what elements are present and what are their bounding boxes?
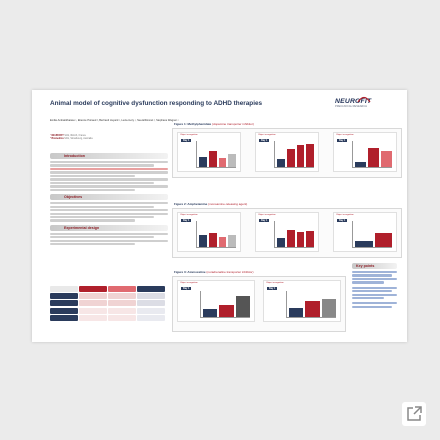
text-line <box>50 182 154 184</box>
text-line <box>50 171 168 173</box>
figure-2-panel-b: Object recognition Day 1 <box>255 212 319 252</box>
figure-2-heading: Figure 2: Amphetamine (monoamine-releasing agent) <box>174 202 248 206</box>
logo-tagline: PRECLINICAL RESEARCH <box>335 105 368 108</box>
text-line <box>50 164 154 166</box>
text-line <box>50 178 168 180</box>
poster-title: Animal model of cognitive dysfunction responding to ADHD therapies <box>50 100 263 107</box>
figure-1-heading: Figure 1: Methylphenidate (dopamine transporter inhibitor) <box>174 122 254 126</box>
figure-3-heading: Figure 3: Atomoxetine (noradrenaline transporter inhibitor) <box>174 270 254 274</box>
logo-arc-icon <box>357 95 371 103</box>
text-line <box>50 213 168 215</box>
section-introduction: Introduction <box>50 153 168 159</box>
text-line <box>50 185 168 187</box>
figure-3 <box>172 276 346 332</box>
figure-1-panel-b: Object recognition Day 1 <box>255 132 319 172</box>
figure-1-panel-a: Object recognition Day 1 <box>177 132 241 172</box>
text-line <box>50 189 135 191</box>
affiliation-1: ¹ NEUROFIT SAS, Illkirch, France <box>50 134 87 137</box>
authors: Emilie Ambattirbaisse ¹, Etienne Poiraud ², Bertrand Huyard ¹, Lucie-Gory ¹, Sue-ElDonnel ², Stephane Wagner ¹ <box>50 119 179 122</box>
affiliation-2: ² Biomedica SAS, Strasbourg, Australia <box>50 137 93 141</box>
design-table <box>50 286 166 322</box>
figure-1-panel-c: Object recognition Day 1 <box>333 132 397 172</box>
figure-2-panel-a: Object recognition Day 1 <box>177 212 241 252</box>
text-line <box>50 216 154 218</box>
poster <box>32 90 407 342</box>
text-line <box>50 161 168 163</box>
text-line <box>50 168 168 170</box>
text-line <box>50 233 168 235</box>
logo-wordmark: NEUROFIT <box>335 98 372 105</box>
key-points <box>352 260 397 309</box>
neurofit-logo <box>335 98 397 118</box>
figure-1 <box>172 128 402 178</box>
figure-2 <box>172 208 402 258</box>
expand-icon <box>405 405 423 423</box>
figure-3-panel-b: Object recognition Day 1 <box>263 280 341 322</box>
section-experimental-design: Experimental design <box>50 225 168 231</box>
left-column <box>50 150 168 247</box>
text-line <box>50 202 168 204</box>
expand-button[interactable] <box>402 402 426 426</box>
text-line <box>50 175 135 177</box>
figure-2-panel-c: Object recognition Day 1 <box>333 212 397 252</box>
text-line <box>50 209 168 211</box>
section-key-points: Key points <box>352 263 397 269</box>
section-objectives: Objectives <box>50 194 168 200</box>
text-line <box>50 206 154 208</box>
text-line <box>50 236 154 238</box>
text-line <box>50 219 135 221</box>
figure-3-panel-a: Object recognition Day 1 <box>177 280 255 322</box>
text-line <box>50 240 168 242</box>
text-line <box>50 243 135 245</box>
